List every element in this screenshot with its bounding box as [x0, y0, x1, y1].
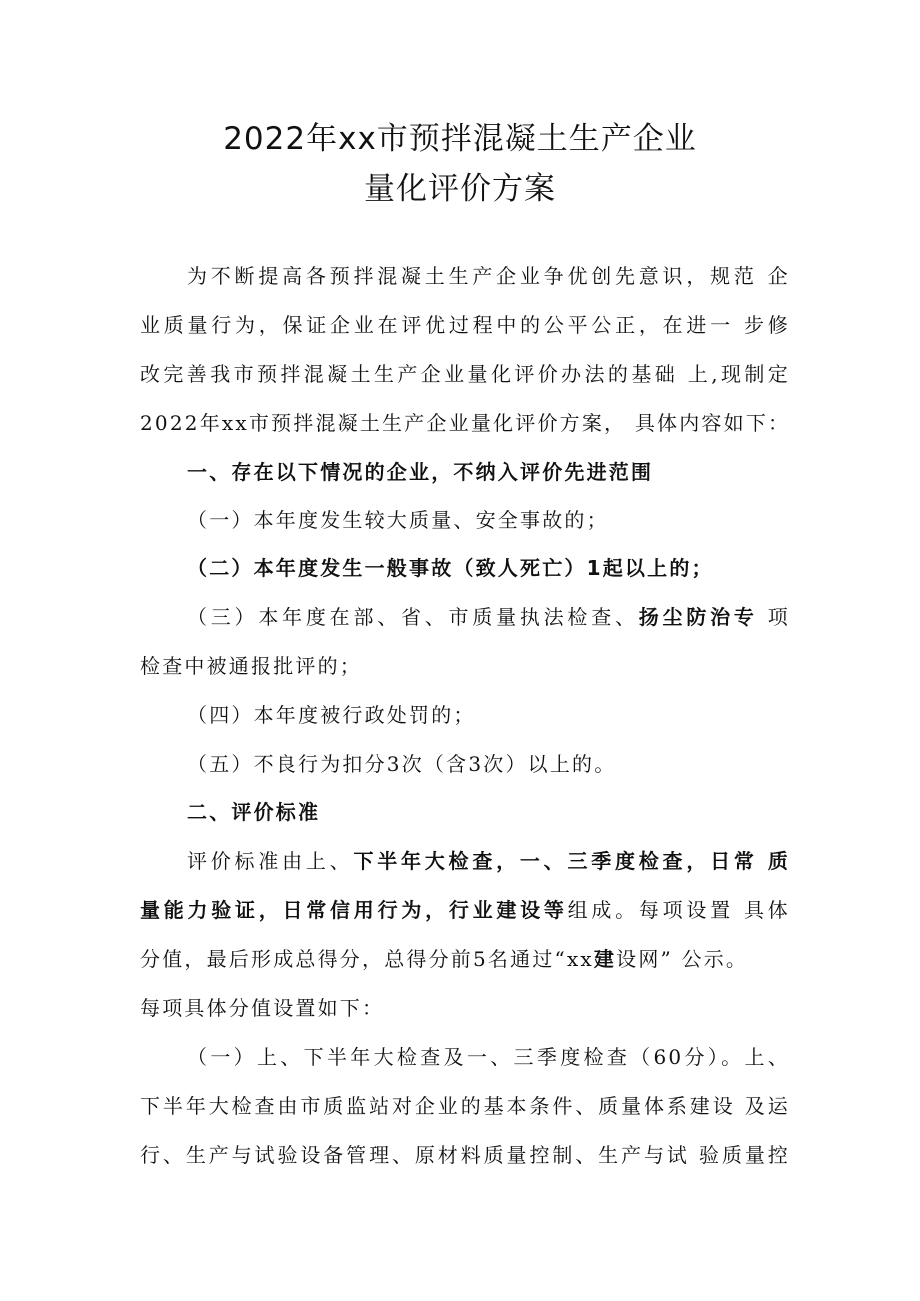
sub1-line-3: 行、生产与试验设备管理、原材料质量控制、生产与试 验质量控: [140, 1143, 790, 1167]
std-l2-a: 量能力验证，日常信用行为，行业建设等: [140, 898, 568, 922]
item3-text-bold: 扬尘防治专: [638, 605, 758, 629]
section1-heading: 一、存在以下情况的企业，不纳入评价先进范围: [187, 460, 654, 484]
sub1-line-1: （一）上、下半年大检查及一、三季度检查（60分）。上、: [187, 1045, 790, 1069]
std-l3-a: 分值，最后形成总得分，总得分前5名通过“xx: [140, 947, 594, 971]
standard-line-3: [140, 945, 810, 973]
standard-line-1: [187, 847, 790, 875]
std-l3-c: 设网” 公示。: [616, 947, 749, 971]
std-l1-c: 质: [767, 849, 791, 873]
std-l2-b: 组成。每项设置 具体: [567, 898, 790, 922]
document-title-line2: 量化评价方案: [364, 171, 556, 207]
intro-line-4: 2022年xx市预拌混凝土生产企业量化评价方案， 具体内容如下：: [140, 411, 791, 435]
intro-line-3: 改完善我市预拌混凝土生产企业量化评价办法的基础 上,现制定: [140, 362, 790, 386]
list-item-4: （四）本年度被行政处罚的；: [187, 703, 476, 727]
standard-line-2: [140, 896, 790, 924]
section2-heading: 二、评价标准: [187, 800, 321, 824]
std-l3-b: 建: [593, 947, 617, 971]
list-item-3-line-2: 检查中被通报批评的；: [140, 654, 362, 678]
intro-line-1: 为不断提高各预拌混凝土生产企业争优创先意识，规范 企: [187, 264, 790, 288]
intro-line-2: 业质量行为，保证企业在评优过程中的公平公正，在进一 步修: [140, 313, 790, 337]
standard-line-4: 每项具体分值设置如下：: [140, 996, 385, 1020]
list-item-1: （一）本年度发生较大质量、安全事故的；: [187, 508, 609, 532]
sub1-line-2: 下半年大检查由市质监站对企业的基本条件、质量体系建设 及运: [140, 1094, 790, 1118]
list-item-5: （五）不良行为扣分3次（含3次）以上的。: [187, 752, 617, 776]
std-l1-b: 下半年大检查，一、三季度检查，日常: [353, 849, 758, 873]
document-title-line1: 2022年xx市预拌混凝土生产企业: [223, 121, 697, 157]
list-item-2: （二）本年度发生一般事故（致人死亡）1起以上的；: [187, 556, 714, 580]
list-item-3-line-1: [187, 603, 790, 631]
item3-text-c: 项: [767, 605, 790, 629]
std-l1-a: 评价标准由上、: [187, 849, 354, 873]
item3-text-a: （三）本年度在部、省、市质量执法检查、: [187, 605, 639, 629]
